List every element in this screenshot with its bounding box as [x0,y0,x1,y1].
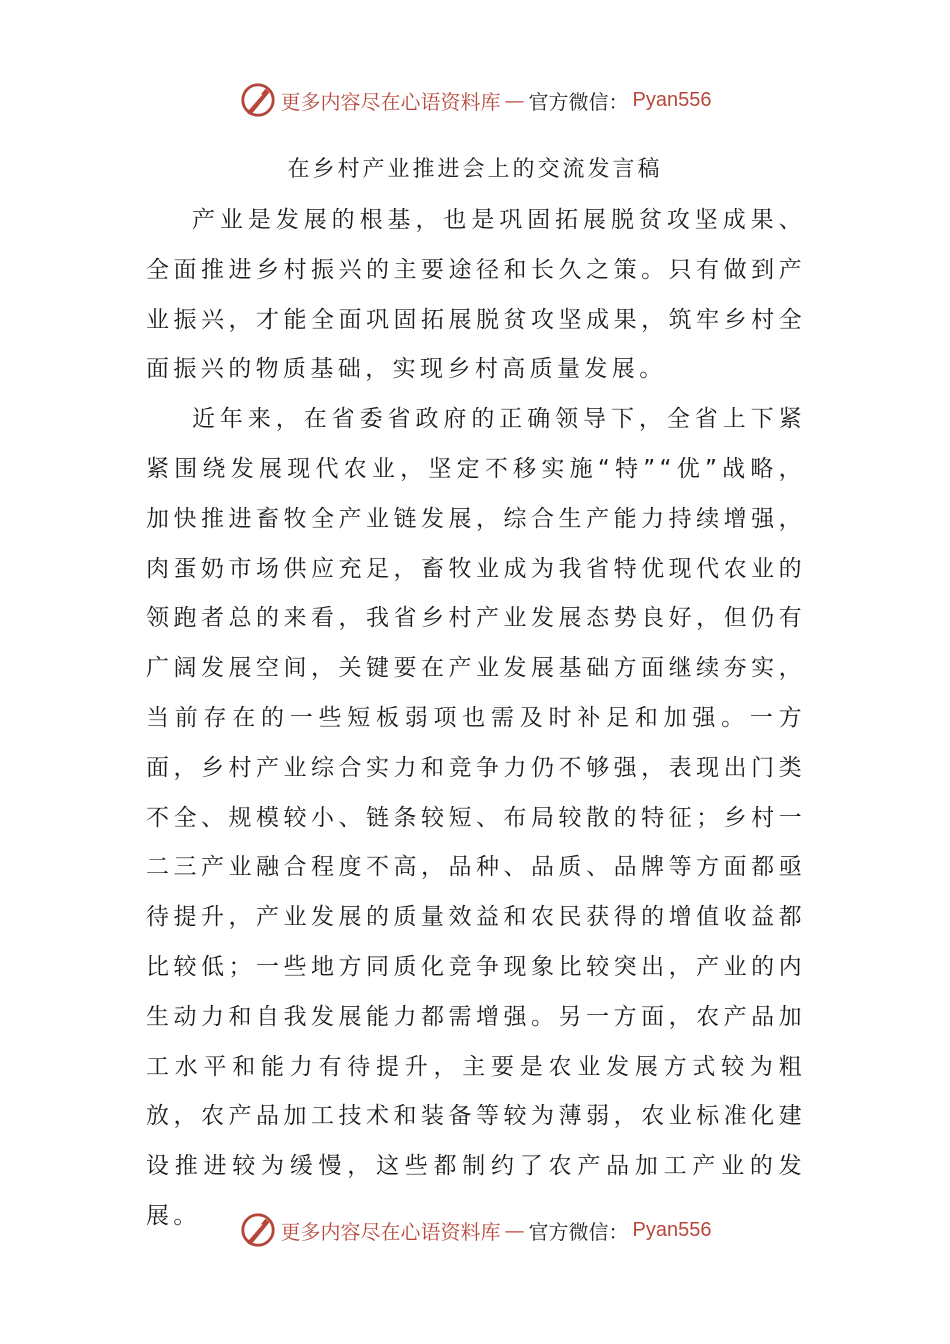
paragraph-2: 近年来，在省委省政府的正确领导下，全省上下紧紧围绕发展现代农业，坚定不移实施“特”“优”战略，加快推进畜牧全产业链发展，综合生产能力持续增强，肉蛋奶市场供应充足，畜牧业成为我省特优现代农业的领跑者总的来看，我省乡村产业发展态势良好，但仍有广阔发展空间，关键要在产业发展基础方面继续夯实，当前存在的一些短板弱项也需及时补足和加强。一方面，乡村产业综合实力和竞争力仍不够强，表现出门类不全、规模较小、链条较短、布局较散的特征；乡村一二三产业融合程度不高，品种、品质、品牌等方面都亟待提升，产业发展的质量效益和农民获得的增值收益都比较低；一些地方同质化竞争现象比较突出，产业的内生动力和自我发展能力都需增强。另一方面，农产品加工水平和能力有待提升，主要是农业发展方式较为粗放，农产品加工技术和装备等较为薄弱，农业标准化建设推进较为缓慢，这些都制约了农产品加工产业的发展。 [146,406,806,1229]
document-body [146,196,806,1242]
banner-dash: — [504,88,525,112]
quill-pen-logo-icon [239,81,277,119]
footer-banner [0,1210,950,1250]
document-title: 在乡村产业推进会上的交流发言稿 [287,157,663,182]
paragraph-1: 产业是发展的根基，也是巩固拓展脱贫攻坚成果、全面推进乡村振兴的主要途径和长久之策。只有做到产业振兴，才能全面巩固拓展脱贫攻坚成果，筑牢乡村全面振兴的物质基础，实现乡村高质量发展。 [146,207,806,383]
banner-dash: — [504,1218,525,1242]
quill-pen-logo-icon [239,1211,277,1249]
header-banner [0,80,950,120]
banner-wechat-id: Pyan556 [632,1218,712,1241]
banner-official-label: 官方微信： [528,89,629,114]
banner-slogan: 更多内容尽在心语资料库 [280,89,501,114]
banner-slogan: 更多内容尽在心语资料库 [280,1219,501,1244]
banner-official-label: 官方微信： [528,1219,629,1244]
banner-wechat-id: Pyan556 [632,88,712,111]
